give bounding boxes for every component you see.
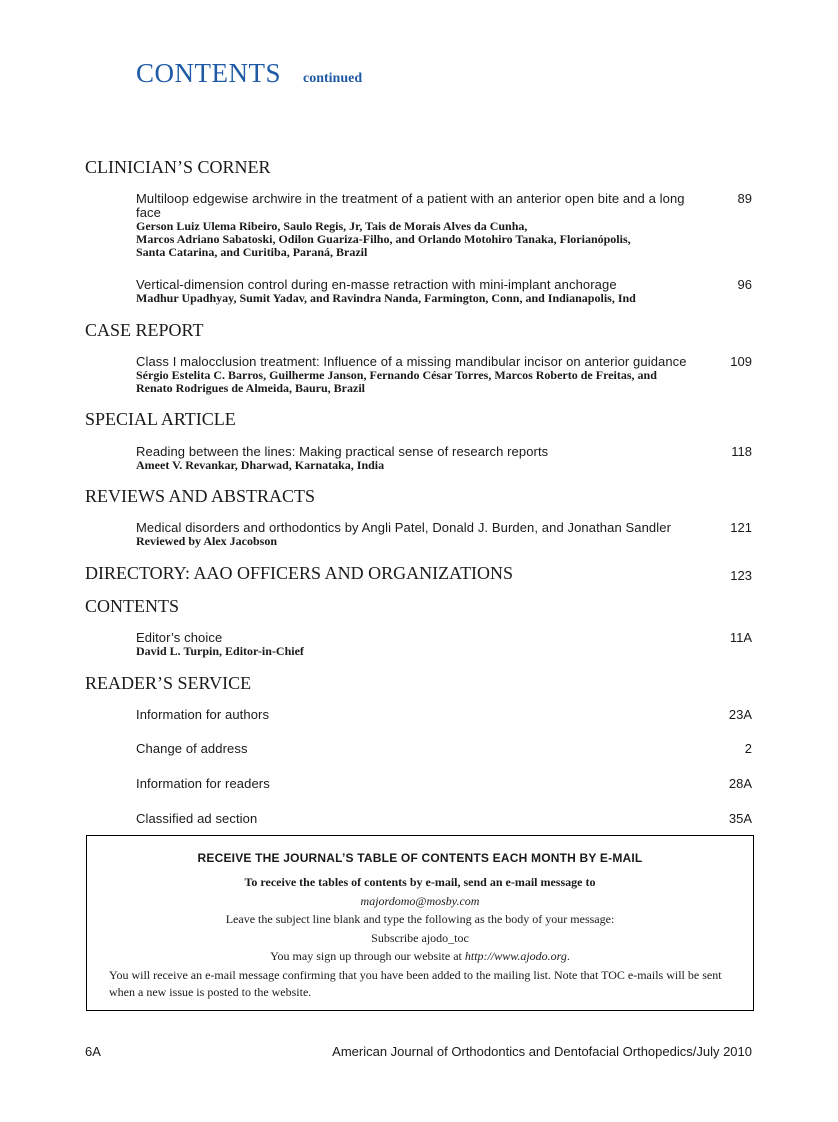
- toc-entry[interactable]: [136, 812, 752, 826]
- entry-title: Change of address: [136, 741, 248, 756]
- entry-page: 35A: [728, 811, 752, 826]
- entry-title: Multiloop edgewise archwire in the treatment of a patient with an anterior open bite and a long face: [136, 191, 685, 220]
- section-title-readers-service: READER’S SERVICE: [85, 673, 252, 693]
- entry-authors: Renato Rodrigues de Almeida, Bauru, Brazil: [136, 381, 366, 395]
- toc-entry[interactable]: [136, 445, 752, 472]
- website-link[interactable]: http://www.ajodo.org: [464, 949, 567, 963]
- email-box-heading: RECEIVE THE JOURNAL’S TABLE OF CONTENTS EACH MONTH BY E-MAIL: [197, 851, 643, 865]
- entry-page: 2: [744, 741, 752, 756]
- email-address-link[interactable]: majordomo@mosby.com: [360, 894, 480, 908]
- page-header: [136, 58, 362, 89]
- entry-page: 23A: [728, 707, 752, 722]
- email-box-line2: Leave the subject line blank and type the following as the body of your message:: [225, 912, 615, 926]
- toc-entry[interactable]: [136, 355, 752, 395]
- entry-page: 118: [731, 444, 752, 459]
- toc-entry[interactable]: [136, 631, 752, 658]
- entry-title: Editor’s choice: [136, 630, 223, 645]
- toc-entry[interactable]: [136, 708, 752, 722]
- entry-page: 109: [730, 354, 752, 369]
- email-box-line4-suffix: .: [566, 949, 570, 963]
- section-title-contents: CONTENTS: [85, 596, 179, 616]
- email-box-line1: To receive the tables of contents by e-mail, send an e-mail message to: [244, 875, 596, 889]
- entry-authors: Madhur Upadhyay, Sumit Yadav, and Ravindra Nanda, Farmington, Conn, and Indianapolis, Ind: [136, 291, 636, 305]
- entry-title: Medical disorders and orthodontics by Angli Patel, Donald J. Burden, and Jonathan Sandler: [136, 520, 672, 535]
- footer-page-number: 6A: [85, 1044, 101, 1059]
- directory-page: 123: [730, 568, 752, 583]
- entry-page: 28A: [728, 776, 752, 791]
- toc-entry[interactable]: [136, 742, 752, 756]
- entry-page: 89: [737, 191, 752, 206]
- page-title: CONTENTS: [136, 58, 281, 88]
- entry-authors: Gerson Luiz Ulema Ribeiro, Saulo Regis, Jr, Tais de Morais Alves da Cunha,: [136, 219, 528, 233]
- entry-authors: Reviewed by Alex Jacobson: [136, 534, 277, 548]
- entry-authors: Santa Catarina, and Curitiba, Paraná, Brazil: [136, 245, 368, 259]
- section-title-directory[interactable]: DIRECTORY: AAO OFFICERS AND ORGANIZATIONS: [85, 563, 514, 583]
- toc-entry[interactable]: [136, 521, 752, 548]
- entry-page: 11A: [729, 630, 752, 645]
- footer-journal: American Journal of Orthodontics and Dentofacial Orthopedics/July 2010: [332, 1044, 752, 1059]
- toc-entry[interactable]: [136, 278, 752, 305]
- email-box-line3: Subscribe ajodo_toc: [371, 931, 469, 945]
- section-title-clinicians-corner: CLINICIAN’S CORNER: [85, 157, 271, 177]
- entry-title: Vertical-dimension control during en-masse retraction with mini-implant anchorage: [136, 277, 617, 292]
- email-box-line5: You will receive an e-mail message confirming that you have been added to the mailing list. Note that TOC e-mails will be sent when a new issue is posted to the website.: [109, 968, 722, 999]
- entry-title: Information for authors: [136, 707, 270, 722]
- email-box-line4: [87, 949, 753, 964]
- entry-title: Classified ad section: [136, 811, 258, 826]
- entry-authors: Sérgio Estelita C. Barros, Guilherme Janson, Fernando César Torres, Marcos Roberto de Freitas, and: [136, 368, 657, 382]
- section-title-reviews: REVIEWS AND ABSTRACTS: [85, 486, 316, 506]
- entry-page: 121: [730, 520, 752, 535]
- toc-entry[interactable]: [136, 192, 752, 259]
- entry-authors: Ameet V. Revankar, Dharwad, Karnataka, India: [136, 458, 385, 472]
- email-box-line4-prefix: You may sign up through our website at: [270, 949, 465, 963]
- entry-authors: David L. Turpin, Editor-in-Chief: [136, 644, 304, 658]
- page-subtitle: continued: [303, 71, 363, 86]
- entry-authors: Marcos Adriano Sabatoski, Odilon Guariza-Filho, and Orlando Motohiro Tanaka, Florianópolis,: [136, 232, 631, 246]
- toc-entry[interactable]: [136, 777, 752, 791]
- entry-page: 96: [737, 277, 752, 292]
- email-subscription-box: [86, 835, 754, 1011]
- entry-title: Class I malocclusion treatment: Influence of a missing mandibular incisor on anterior guidance: [136, 354, 687, 369]
- section-title-case-report: CASE REPORT: [85, 320, 204, 340]
- entry-title: Information for readers: [136, 776, 270, 791]
- section-title-special-article: SPECIAL ARTICLE: [85, 409, 236, 429]
- entry-title: Reading between the lines: Making practical sense of research reports: [136, 444, 549, 459]
